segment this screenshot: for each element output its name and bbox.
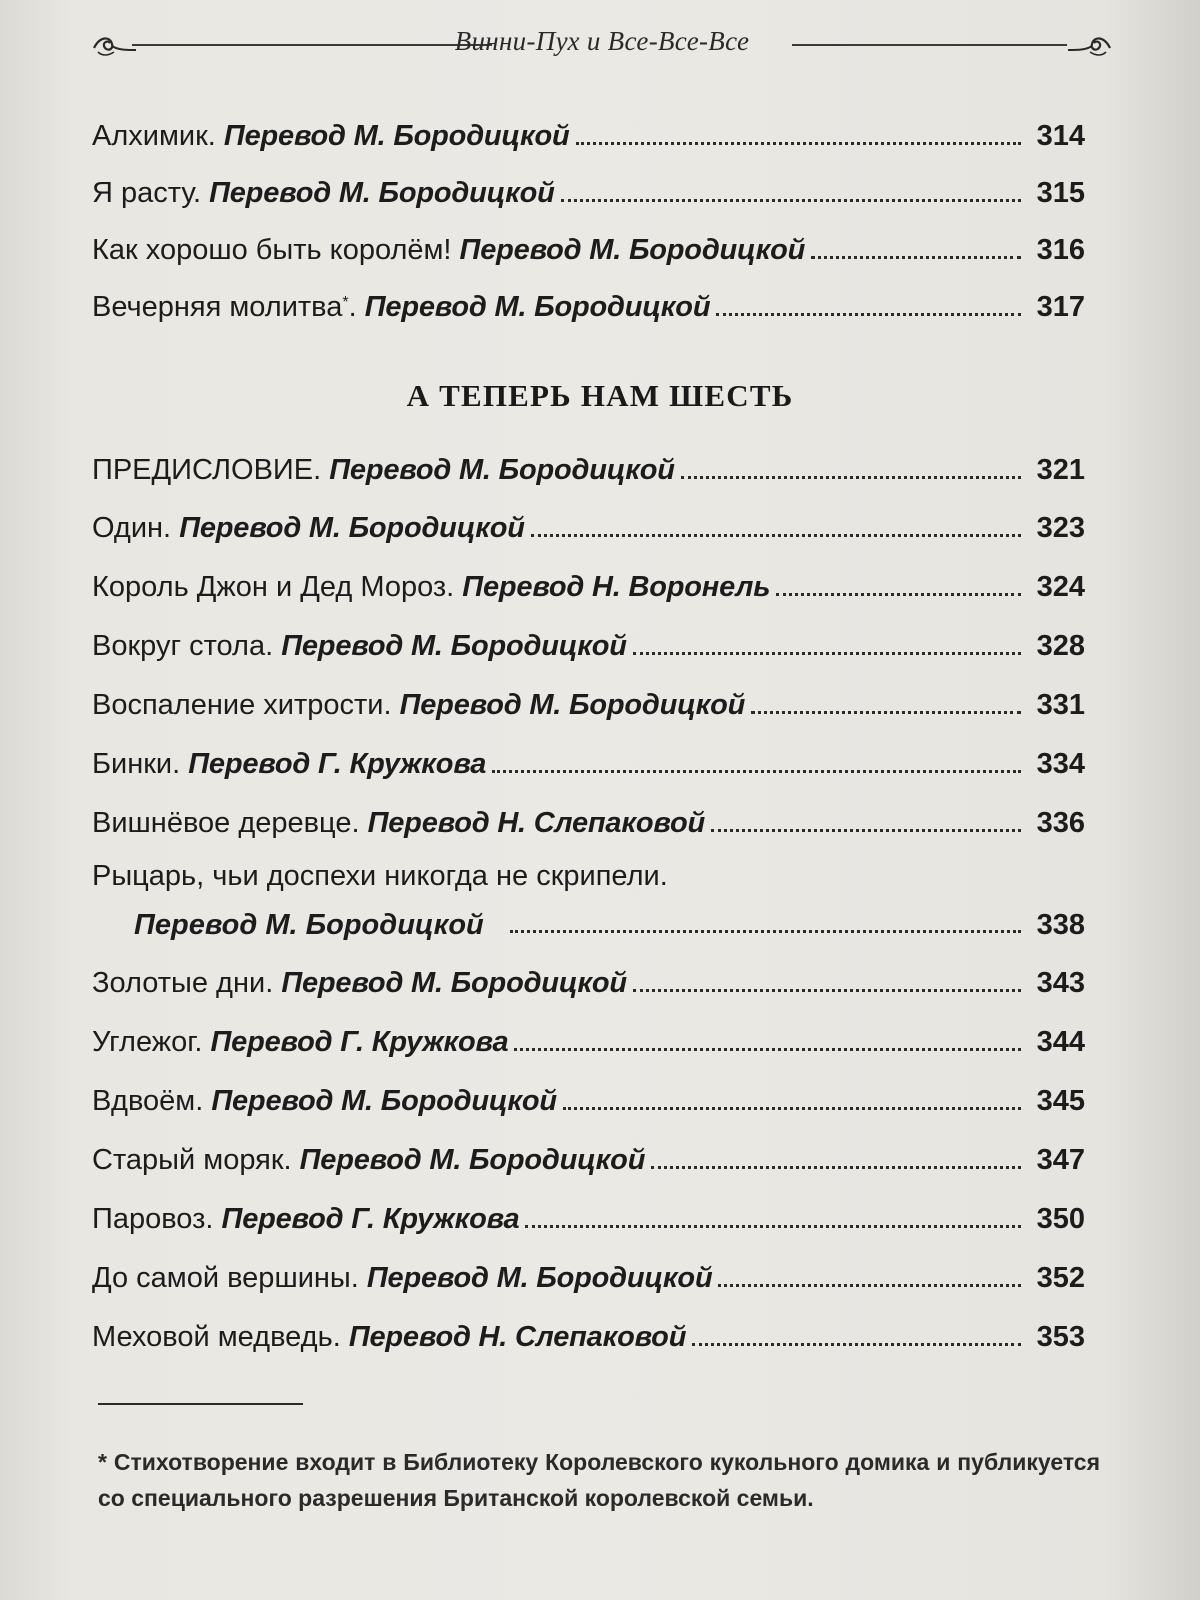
footnote: * Стихотворение входит в Библиотеку Королевского кукольного домика и публикуется со специального разрешения Британской королевской семьи. (98, 1449, 1100, 1511)
entry-translator: Перевод М. Бородицкой (329, 454, 675, 486)
entry-translator: Перевод М. Бородицкой (299, 1144, 646, 1176)
entry-translator: Перевод Н. Слепаковой (348, 1321, 687, 1353)
running-header (92, 22, 1112, 62)
page-number: 317 (1036, 291, 1085, 323)
toc-entry[interactable] (92, 1075, 1085, 1119)
toc-entry[interactable] (92, 1016, 1085, 1060)
toc-entry[interactable] (92, 561, 1085, 605)
entry-second-line (92, 898, 1085, 942)
page-number: 338 (1036, 909, 1085, 941)
dot-leader (681, 476, 1021, 479)
toc-entry[interactable] (92, 738, 1085, 782)
entry-title: Король Джон и Дед Мороз. (92, 571, 455, 603)
dot-leader (776, 593, 1021, 596)
page-number: 352 (1036, 1262, 1085, 1294)
entry-translator: Перевод Г. Кружкова (188, 748, 487, 780)
footnote-marker: * (342, 294, 349, 311)
entry-translator: Перевод Н. Воронель (462, 571, 771, 603)
dot-leader (651, 1166, 1021, 1169)
page-number: 315 (1036, 177, 1085, 209)
toc-entry[interactable] (92, 1311, 1085, 1355)
page-number: 334 (1036, 748, 1085, 780)
toc-entry[interactable] (92, 224, 1085, 268)
entry-title: Как хорошо быть королём! (92, 234, 452, 266)
entry-title: Меховой медведь. (92, 1321, 341, 1353)
entry-title: Бинки. (92, 748, 181, 780)
page-number: 328 (1036, 630, 1085, 662)
entry-title: Золотые дни. (92, 967, 274, 999)
dot-leader (514, 1048, 1021, 1051)
dot-leader (711, 829, 1021, 832)
entry-title: Вечерняя молитва (92, 291, 343, 323)
page-number: 321 (1036, 454, 1085, 486)
entry-title: Вокруг стола. (92, 630, 274, 662)
entry-translator: Перевод М. Бородицкой (211, 1085, 557, 1117)
entry-translator: Перевод М. Бородицкой (179, 512, 525, 544)
page-number: 324 (1036, 571, 1085, 603)
dot-leader (525, 1225, 1021, 1228)
dot-leader (692, 1343, 1021, 1346)
page-number: 331 (1036, 689, 1085, 721)
toc-entry[interactable] (92, 679, 1085, 723)
page-number: 323 (1036, 512, 1085, 544)
dot-leader (563, 1107, 1021, 1110)
toc-entry[interactable] (92, 620, 1085, 664)
entry-translator: Перевод Г. Кружкова (221, 1203, 520, 1235)
entry-title: До самой вершины. (92, 1262, 359, 1294)
entry-translator: Перевод М. Бородицкой (223, 120, 570, 152)
entry-title: Углежог. (92, 1026, 203, 1058)
header-rule-right (792, 44, 1067, 46)
entry-translator: Перевод Н. Слепаковой (367, 807, 705, 839)
dot-leader (576, 142, 1022, 145)
entry-title: Воспаление хитрости. (92, 689, 392, 721)
header-title: Винни-Пух и Все-Все-Все (454, 26, 750, 56)
entry-title-punct: . (348, 291, 357, 323)
toc-entry[interactable] (92, 1252, 1085, 1296)
toc-entry[interactable] (92, 167, 1085, 211)
page-number: 336 (1036, 807, 1085, 839)
page-number: 350 (1036, 1203, 1085, 1235)
dot-leader (510, 930, 1021, 933)
toc-entry[interactable] (92, 110, 1085, 154)
entry-title: Один. (92, 512, 172, 544)
toc-entry[interactable] (92, 281, 1085, 325)
entry-title: Рыцарь, чьи доспехи никогда не скрипели. (92, 860, 668, 892)
entry-translator: Перевод М. Бородицкой (366, 1262, 713, 1294)
dot-leader (633, 989, 1021, 992)
page-number: 345 (1036, 1085, 1085, 1117)
entry-translator: Перевод М. Бородицкой (459, 234, 806, 266)
entry-title: Алхимик. (92, 120, 216, 152)
toc-entry[interactable] (92, 502, 1085, 546)
dot-leader (492, 770, 1021, 773)
page-number: 353 (1036, 1321, 1085, 1353)
toc-entry[interactable] (92, 957, 1085, 1001)
toc-entry[interactable] (92, 444, 1085, 488)
dot-leader (716, 313, 1021, 316)
entry-title: Вдвоём. (92, 1085, 204, 1117)
entry-translator: Перевод М. Бородицкой (364, 291, 711, 323)
section-heading: А ТЕПЕРЬ НАМ ШЕСТЬ (406, 378, 794, 413)
toc-entry[interactable] (92, 797, 1085, 841)
right-flourish-ornament (1068, 26, 1112, 60)
dot-leader (718, 1284, 1021, 1287)
entry-title: Я расту. (92, 177, 202, 209)
entry-translator: Перевод М. Бородицкой (134, 909, 484, 941)
entry-translator: Перевод М. Бородицкой (281, 630, 627, 662)
footnote-rule (98, 1403, 303, 1405)
toc-entry-multiline[interactable] (92, 858, 1085, 942)
page-number: 316 (1036, 234, 1085, 266)
dot-leader (531, 534, 1021, 537)
page-number: 347 (1036, 1144, 1085, 1176)
page-number: 314 (1036, 120, 1085, 152)
toc-entry[interactable] (92, 1134, 1085, 1178)
entry-translator: Перевод М. Бородицкой (281, 967, 627, 999)
entry-translator: Перевод М. Бородицкой (209, 177, 555, 209)
entry-title: ПРЕДИСЛОВИЕ. (92, 454, 322, 486)
toc-entry[interactable] (92, 1193, 1085, 1237)
entry-translator: Перевод Г. Кружкова (210, 1026, 509, 1058)
dot-leader (561, 199, 1021, 202)
dot-leader (811, 256, 1021, 259)
dot-leader (751, 711, 1021, 714)
entry-translator: Перевод М. Бородицкой (399, 689, 746, 721)
entry-title: Паровоз. (92, 1203, 214, 1235)
dot-leader (633, 652, 1021, 655)
page-number: 343 (1036, 967, 1085, 999)
page-number: 344 (1036, 1026, 1085, 1058)
entry-title: Вишнёвое деревце. (92, 807, 360, 839)
entry-title: Старый моряк. (92, 1144, 292, 1176)
